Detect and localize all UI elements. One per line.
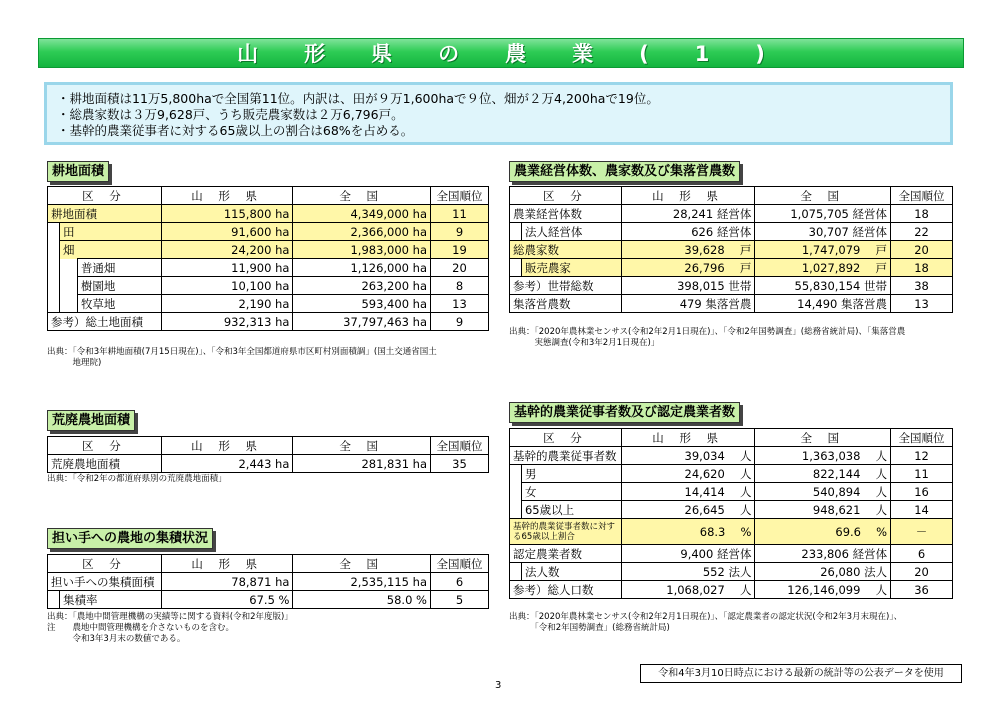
national-value: 263,200 ha [293, 277, 431, 295]
data-date-notice: 令和4年3月10日時点における最新の統計等の公表データを使用 [640, 664, 962, 683]
yamagata-value: 479 集落営農 [621, 295, 755, 313]
rank-value: 9 [431, 313, 489, 331]
rank-value: 18 [891, 259, 953, 277]
col-header-national: 全 国 [293, 187, 431, 205]
page-banner [38, 38, 964, 68]
national-value: 1,075,705 経営体 [755, 205, 891, 223]
rank-value: 22 [891, 223, 953, 241]
col-header-national: 全 国 [293, 555, 431, 573]
row-label: 基幹的農業従事者数に対する65歳以上割合 [510, 519, 622, 545]
abandoned-source-note: 出典：「令和2年の都道府県別の荒廃農地面積」 [47, 474, 227, 484]
yamagata-value: 14,414 人 [621, 483, 754, 501]
col-header-yamagata: 山 形 県 [621, 429, 754, 447]
col-header-category: 区 分 [48, 187, 162, 205]
table-row [510, 223, 953, 241]
table-header-row [510, 429, 953, 447]
rank-value: 13 [891, 295, 953, 313]
row-label: 牧草地 [77, 295, 161, 313]
row-label: 法人経営体 [521, 223, 621, 241]
consolidation-source-note: 出典：「農地中間管理機構の実績等に関する資料(令和2年度版)」 注 農地中間管理機構を介さないものを含む。 令和3年3月末の数値である。 [47, 612, 293, 644]
workers-source-note: 出典：「2020年農林業センサス(令和2年2月1日現在)」、「認定農業者の認定状況(令和2年3月末現在)」、 「令和2年国勢調査」(総務省統計局) [509, 612, 903, 633]
yamagata-value: 2,190 ha [161, 295, 293, 313]
table-row [510, 545, 953, 563]
national-value: 1,027,892 戸 [755, 259, 891, 277]
row-label: 認定農業者数 [510, 545, 622, 563]
yamagata-value: 24,200 ha [161, 241, 293, 259]
yamagata-value: 115,800 ha [161, 205, 293, 223]
row-label: 女 [521, 483, 621, 501]
col-header-rank: 全国順位 [891, 187, 953, 205]
yamagata-value: 9,400 経営体 [621, 545, 754, 563]
col-header-rank: 全国順位 [431, 437, 489, 455]
rank-value: 19 [431, 241, 489, 259]
row-label: 農業経営体数 [510, 205, 622, 223]
table-row [510, 465, 953, 483]
national-value: 37,797,463 ha [293, 313, 431, 331]
national-value: 948,621 人 [755, 501, 891, 519]
table-row [510, 519, 953, 545]
col-header-yamagata: 山 形 県 [621, 187, 755, 205]
row-label: 参考）総人口数 [510, 581, 622, 599]
rank-value: 11 [431, 205, 489, 223]
col-header-yamagata: 山 形 県 [161, 187, 293, 205]
col-header-national: 全 国 [755, 429, 891, 447]
col-header-category: 区 分 [48, 437, 162, 455]
summary-line: ・耕地面積は11万5,800haで全国第11位。内訳は、田が９万1,600haで９位、畑が２万4,200haで19位。 [57, 91, 659, 106]
rank-value: 20 [891, 241, 953, 259]
rank-value: 35 [431, 455, 489, 473]
rank-value: 16 [891, 483, 953, 501]
national-value: 233,806 経営体 [755, 545, 891, 563]
farms-source-note: 出典：「2020年農林業センサス(令和2年2月1日現在)」、「令和2年国勢調査」(総務省統計局)、「集落営農 実態調査(令和3年2月1日現在)」 [509, 327, 906, 348]
land-table [47, 186, 489, 331]
table-row [48, 295, 489, 313]
row-label: 荒廃農地面積 [48, 455, 162, 473]
yamagata-value: 78,871 ha [161, 573, 293, 591]
yamagata-value: 68.3 % [621, 519, 754, 545]
table-row [510, 483, 953, 501]
farms-section-title: 農業経営体数、農家数及び集落営農数 [509, 161, 740, 182]
table-row [48, 313, 489, 331]
row-label: 総農家数 [510, 241, 622, 259]
yamagata-value: 26,796 戸 [621, 259, 755, 277]
yamagata-value: 26,645 人 [621, 501, 754, 519]
page-number: 3 [495, 680, 502, 691]
table-row [510, 241, 953, 259]
col-header-category: 区 分 [510, 187, 622, 205]
national-value: 1,126,000 ha [293, 259, 431, 277]
table-row [510, 205, 953, 223]
national-value: 540,894 人 [755, 483, 891, 501]
row-label: 参考）総土地面積 [48, 313, 162, 331]
row-label: 集積率 [59, 591, 161, 609]
table-row [48, 223, 489, 241]
table-row [48, 277, 489, 295]
rank-value: 6 [891, 545, 953, 563]
col-header-yamagata: 山 形 県 [161, 555, 293, 573]
table-row [48, 591, 489, 609]
table-header-row [48, 555, 489, 573]
table-row [510, 259, 953, 277]
table-row [48, 241, 489, 259]
land-source-note: 出典：「令和3年耕地面積(7月15日現在)」、「令和3年全国都道府県市区町村別面積調」(国土交通省国土 地理院) [47, 347, 437, 368]
national-value: 281,831 ha [293, 455, 431, 473]
consolidation-section-title: 担い手への農地の集積状況 [47, 528, 213, 549]
yamagata-value: 67.5 % [161, 591, 293, 609]
table-row [510, 581, 953, 599]
yamagata-value: 398,015 世帯 [621, 277, 755, 295]
rank-value: 8 [431, 277, 489, 295]
rank-value: 12 [891, 447, 953, 465]
rank-value: 11 [891, 465, 953, 483]
col-header-yamagata: 山 形 県 [161, 437, 293, 455]
yamagata-value: 2,443 ha [161, 455, 293, 473]
national-value: 1,363,038 人 [755, 447, 891, 465]
row-label: 法人数 [521, 563, 621, 581]
row-label: 担い手への集積面積 [48, 573, 162, 591]
summary-box [44, 82, 953, 145]
table-row [510, 447, 953, 465]
yamagata-value: 10,100 ha [161, 277, 293, 295]
workers-section-title: 基幹的農業従事者数及び認定農業者数 [509, 402, 740, 423]
rank-value: 36 [891, 581, 953, 599]
table-header-row [510, 187, 953, 205]
col-header-category: 区 分 [510, 429, 622, 447]
row-label: 65歳以上 [521, 501, 621, 519]
row-label: 耕地面積 [48, 205, 162, 223]
national-value: 2,366,000 ha [293, 223, 431, 241]
table-row [510, 295, 953, 313]
row-label: 参考）世帯総数 [510, 277, 622, 295]
row-label: 樹園地 [77, 277, 161, 295]
rank-value: 13 [431, 295, 489, 313]
table-row [510, 563, 953, 581]
national-value: 14,490 集落営農 [755, 295, 891, 313]
yamagata-value: 932,313 ha [161, 313, 293, 331]
row-label: 男 [521, 465, 621, 483]
yamagata-value: 626 経営体 [621, 223, 755, 241]
consolidation-table [47, 554, 489, 609]
table-row [48, 259, 489, 277]
abandoned-table [47, 436, 489, 473]
table-row [48, 205, 489, 223]
yamagata-value: 24,620 人 [621, 465, 754, 483]
table-row [48, 455, 489, 473]
table-header-row [48, 437, 489, 455]
national-value: 593,400 ha [293, 295, 431, 313]
national-value: 4,349,000 ha [293, 205, 431, 223]
row-label: 田 [59, 223, 161, 241]
yamagata-value: 39,034 人 [621, 447, 754, 465]
summary-line: ・総農家数は３万9,628戸、うち販売農家数は２万6,796戸。 [57, 107, 404, 122]
national-value: 822,144 人 [755, 465, 891, 483]
row-label: 畑 [59, 241, 161, 259]
table-row [48, 573, 489, 591]
summary-line: ・基幹的農業従事者に対する65歳以上の割合は68%を占める。 [57, 123, 414, 138]
yamagata-value: 552 法人 [621, 563, 754, 581]
national-value: 30,707 経営体 [755, 223, 891, 241]
national-value: 126,146,099 人 [755, 581, 891, 599]
yamagata-value: 91,600 ha [161, 223, 293, 241]
col-header-rank: 全国順位 [891, 429, 953, 447]
rank-value: 14 [891, 501, 953, 519]
national-value: 26,080 法人 [755, 563, 891, 581]
workers-table [509, 428, 953, 599]
yamagata-value: 28,241 経営体 [621, 205, 755, 223]
farms-table [509, 186, 953, 313]
col-header-rank: 全国順位 [431, 187, 489, 205]
row-label: 集落営農数 [510, 295, 622, 313]
land-section-title: 耕地面積 [47, 161, 109, 182]
rank-value: 5 [431, 591, 489, 609]
row-label: 基幹的農業従事者数 [510, 447, 622, 465]
national-value: 1,747,079 戸 [755, 241, 891, 259]
col-header-category: 区 分 [48, 555, 162, 573]
national-value: 55,830,154 世帯 [755, 277, 891, 295]
rank-value: 38 [891, 277, 953, 295]
yamagata-value: 39,628 戸 [621, 241, 755, 259]
table-row [510, 501, 953, 519]
row-label: 販売農家 [521, 259, 621, 277]
rank-value: 6 [431, 573, 489, 591]
rank-value: 20 [431, 259, 489, 277]
national-value: 58.0 % [293, 591, 431, 609]
table-header-row [48, 187, 489, 205]
yamagata-value: 1,068,027 人 [621, 581, 754, 599]
national-value: 69.6 % [755, 519, 891, 545]
rank-value: － [891, 519, 953, 545]
yamagata-value: 11,900 ha [161, 259, 293, 277]
national-value: 2,535,115 ha [293, 573, 431, 591]
col-header-rank: 全国順位 [431, 555, 489, 573]
rank-value: 20 [891, 563, 953, 581]
col-header-national: 全 国 [293, 437, 431, 455]
table-row [510, 277, 953, 295]
rank-value: 18 [891, 205, 953, 223]
national-value: 1,983,000 ha [293, 241, 431, 259]
row-label: 普通畑 [77, 259, 161, 277]
abandoned-section-title: 荒廃農地面積 [47, 410, 135, 431]
rank-value: 9 [431, 223, 489, 241]
col-header-national: 全 国 [755, 187, 891, 205]
banner-title: 山形県の農業(1) [237, 42, 811, 66]
